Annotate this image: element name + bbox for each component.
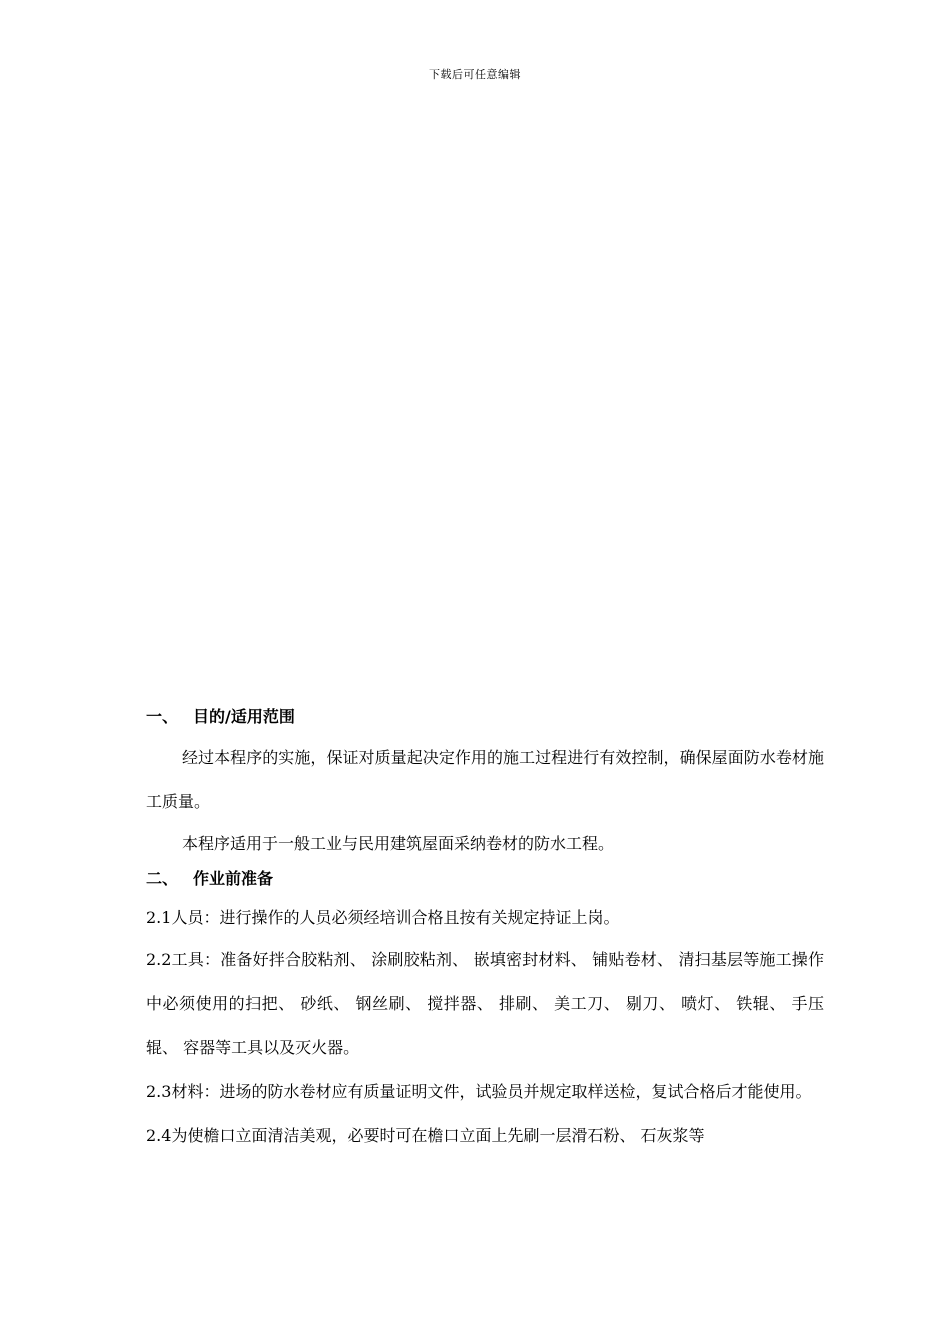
paragraph: 2.2工具：准备好拌合胶粘剂、 涂刷胶粘剂、 嵌填密封材料、 铺贴卷材、 清扫基层等施工操作中必须使用的扫把、 砂纸、 钢丝刷、 搅拌器、 排刷、 美工刀、 剔刀、 喷灯、 铁辊、 手压辊、 容器等工具以及灭火器。	[146, 950, 824, 1057]
paragraph: 本程序适用于一般工业与民用建筑屋面采纳卷材的防水工程。	[182, 834, 615, 853]
page-header-note: 下载后可任意编辑	[429, 68, 521, 81]
section-number: 二、	[146, 869, 179, 888]
paragraph: 2.4为使檐口立面清洁美观，必要时可在檐口立面上先刷一层滑石粉、 石灰浆等	[146, 1126, 705, 1145]
section-title: 目的/适用范围	[193, 707, 295, 726]
section-heading-1	[146, 702, 824, 732]
section-number: 一、	[146, 707, 179, 726]
section-heading-2	[146, 864, 824, 894]
section-title: 作业前准备	[193, 869, 274, 888]
document-body	[146, 702, 824, 1158]
paragraph: 2.1人员：进行操作的人员必须经培训合格且按有关规定持证上岗。	[146, 908, 620, 927]
paragraph: 2.3材料：进场的防水卷材应有质量证明文件，试验员并规定取样送检，复试合格后才能使用。	[146, 1082, 812, 1101]
paragraph: 经过本程序的实施，保证对质量起决定作用的施工过程进行有效控制，确保屋面防水卷材施工质量。	[146, 748, 824, 811]
